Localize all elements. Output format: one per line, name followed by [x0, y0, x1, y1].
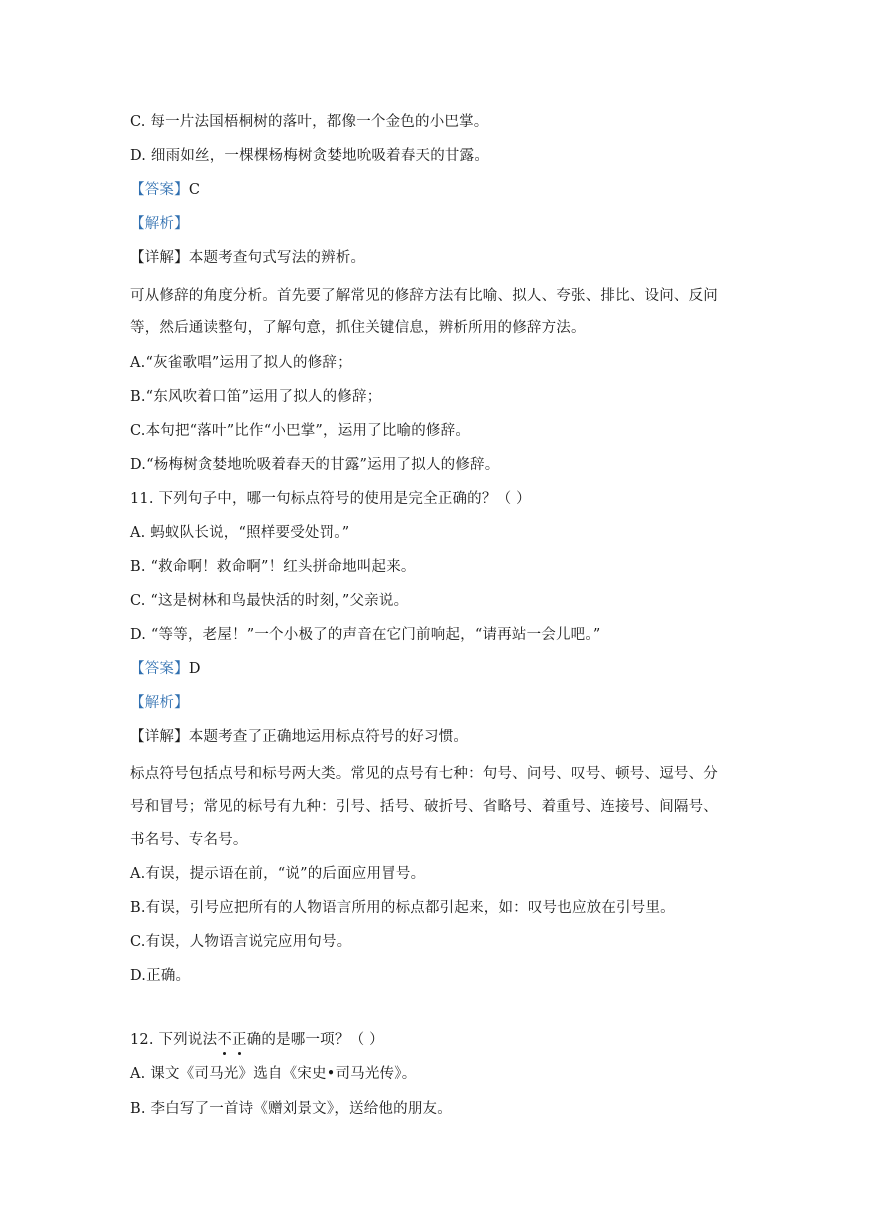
explanation-line: C.有误，人物语言说完应用句号。	[130, 934, 352, 950]
analysis-line-10	[130, 214, 189, 234]
answer-tag: 【答案】	[130, 661, 189, 677]
detail-line-10	[130, 248, 365, 268]
detail-line-11	[130, 727, 468, 747]
option-c-line: C. 每一片法国梧桐树的落叶，都像一个金色的小巴掌。	[130, 114, 489, 130]
explanation-line: B.“东风吹着口笛”运用了拟人的修辞；	[130, 389, 382, 405]
explanation-line: A.“灰雀歌唱”运用了拟人的修辞；	[130, 355, 352, 371]
answer-value: D	[188, 661, 201, 677]
question-12-stem	[130, 1030, 384, 1050]
explanation-line: 可从修辞的角度分析。首先要了解常见的修辞方法有比喻、拟人、夸张、排比、设问、反问	[130, 288, 718, 304]
detail-value: 本题考查句式写法的辨析。	[188, 250, 366, 266]
explanation-line: D.“杨梅树贪婪地吮吸着春天的甘露”运用了拟人的修辞。	[130, 457, 500, 473]
analysis-tag: 【解析】	[130, 216, 189, 232]
answer-tag: 【答案】	[130, 182, 189, 198]
detail-value: 本题考查了正确地运用标点符号的好习惯。	[188, 729, 469, 745]
question-11-option-d: D. “等等，老屋！”一个小极了的声音在它门前响起，“请再站一会儿吧。”	[130, 627, 601, 643]
analysis-tag: 【解析】	[130, 695, 189, 711]
detail-tag: 【详解】	[130, 250, 189, 266]
explanation-line: 书名号、专名号。	[130, 832, 248, 848]
emphasis-text	[217, 1032, 246, 1048]
detail-tag: 【详解】	[130, 729, 189, 745]
emphasis-char: 正	[231, 1032, 247, 1048]
answer-line-11	[130, 659, 201, 679]
question-11-option-a: A. 蚂蚁队长说，“照样要受处罚。”	[130, 525, 350, 541]
question-11-stem: 11. 下列句子中，哪一句标点符号的使用是完全正确的？（ ）	[130, 491, 531, 507]
explanation-line: 标点符号包括点号和标号两大类。常见的点号有七种：句号、问号、叹号、顿号、逗号、分	[130, 766, 718, 782]
question-12-text-end: 确的是哪一项？（ ）	[246, 1032, 384, 1048]
option-d-line: D. 细雨如丝，一棵棵杨梅树贪婪地吮吸着春天的甘露。	[130, 148, 490, 164]
answer-line-10	[130, 180, 200, 200]
emphasis-char: 不	[217, 1032, 232, 1048]
question-11-option-c: C. “这是树林和鸟最快活的时刻，”父亲说。	[130, 593, 409, 609]
explanation-line: D.正确。	[130, 968, 191, 984]
explanation-line: A.有误，提示语在前，“说”的后面应用冒号。	[130, 866, 426, 882]
explanation-line: C.本句把“落叶”比作“小巴掌”，运用了比喻的修辞。	[130, 423, 471, 439]
explanation-line: 等，然后通读整句，了解句意，抓住关键信息，辨析所用的修辞方法。	[130, 320, 586, 336]
question-12-option-b: B. 李白写了一首诗《赠刘景文》，送给他的朋友。	[130, 1101, 452, 1117]
question-11-option-b: B. “救命啊！救命啊”！红头拼命地叫起来。	[130, 559, 416, 575]
question-12-option-a: A. 课文《司马光》选自《宋史•司马光传》。	[130, 1066, 417, 1082]
analysis-line-11	[130, 693, 189, 713]
question-12-text-start: 12. 下列说法	[130, 1032, 218, 1048]
answer-value: C	[188, 182, 201, 198]
explanation-line: B.有误，引号应把所有的人物语言所用的标点都引起来，如：叹号也应放在引号里。	[130, 900, 675, 916]
explanation-line: 号和冒号；常见的标号有九种：引号、括号、破折号、省略号、着重号、连接号、间隔号、	[130, 799, 718, 815]
